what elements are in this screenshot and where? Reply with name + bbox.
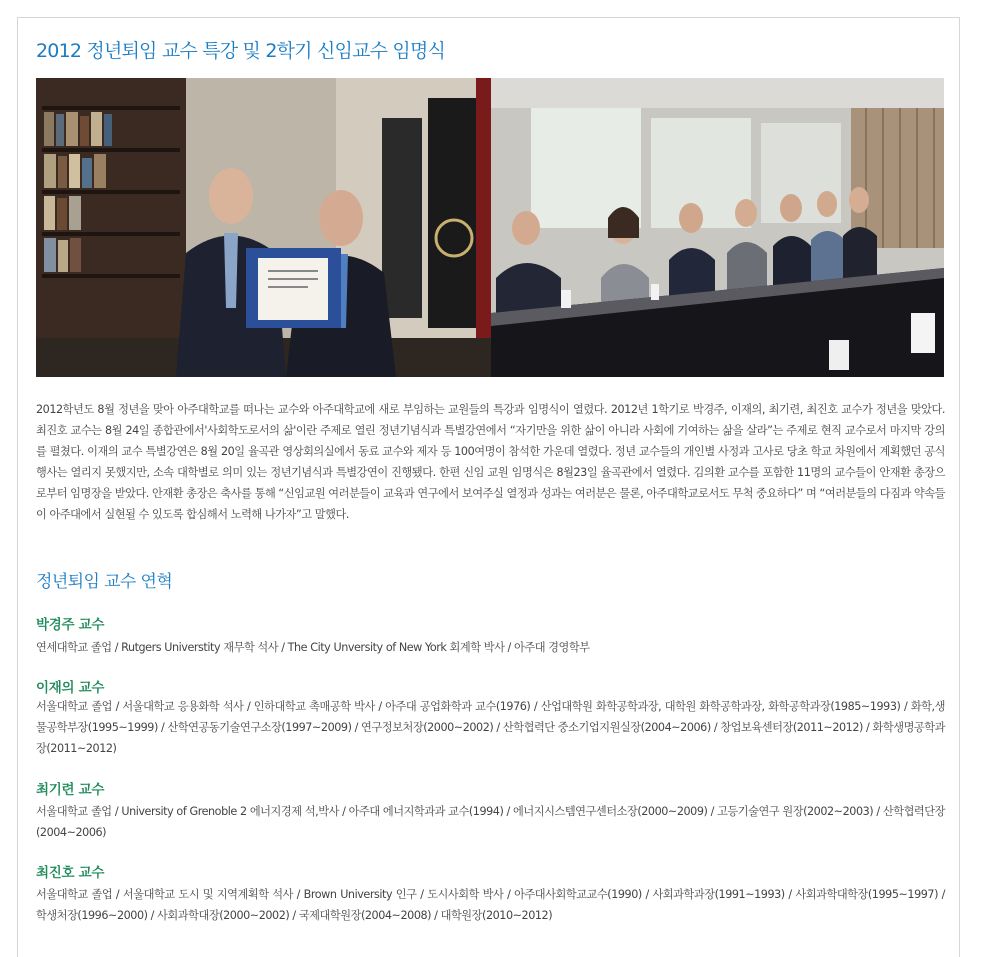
professor-name: 최기련 교수 <box>36 782 105 798</box>
photo-certificate-presentation-image <box>36 78 491 377</box>
professor-career: 서울대학교 졸업 / University of Grenoble 2 에너지경제 석,박사 / 아주대 에너지학과과 교수(1994) / 에너지시스템연구센터소장(2000~2009) / 고등기술연구 원장(2002~2003) / 산학협력단장(2004~2006) <box>36 805 945 840</box>
article-body: 2012학년도 8월 정년을 맞아 아주대학교를 떠나는 교수와 아주대학교에 새로 부임하는 교원들의 특강과 임명식이 열렸다. 2012년 1학기로 박경주, 이재의, 최기련, 최진호 교수가 정년을 맞았다. 최진호 교수는 8월 24일 종합관에서'사회학도로서의 삶'이란 주제로 열린 정년기념식과 특별강연에서 “자기만을 위한 삶이 아니라 사회에 기여하는 삶을 살라”는 주제로 현직 교수로서 마지막 강의를 펼쳤다. 이재의 교수 특별강연은 8월 20일 율곡관 영상회의실에서 동료 교수와 제자 등 100여명이 참석한 가운데 열렸다. 정년 교수들의 개인별 사정과 고사로 당초 학교 차원에서 계획했던 공식행사는 열리지 못했지만, 소속 대학별로 의미 있는 정년기념식과 특별강연이 진행됐다. 한편 신임 교원 임명식은 8월23일 율곡관에서 열렸다. 김의환 교수를 포함한 11명의 교수들이 안재환 총장으로부터 임명장을 받았다. 안재환 총장은 축사를 통해 “신임교원 여러분들이 교육과 연구에서 보여주실 열정과 성과는 여러분은 물론, 아주대학교로서도 무척 중요하다” 며 “여러분들의 다짐과 약속들이 아주대에서 실현될 수 있도록 합심해서 노력해 나가자”고 말했다. <box>36 403 945 522</box>
photo-conference-room-applause <box>491 78 944 377</box>
photo-conference-room-image <box>491 78 944 377</box>
professor-name: 박경주 교수 <box>36 617 105 633</box>
professor-career: 연세대학교 졸업 / Rutgers Universtity 재무학 석사 / The City Unversity of New York 회계학 박사 / 아주대 경영학부 <box>36 641 590 654</box>
professor-career: 서울대학교 졸업 / 서울대학교 도시 및 지역계획학 석사 / Brown University 인구 / 도시사회학 박사 / 아주대사회학교교수(1990) / 사회과학과장(1991~1993) / 사회과학대학장(1995~1997) / 학생처장(1996~2000) / 사회과학대장(2000~2002) / 국제대학원장(2004~2008) / 대학원장(2010~2012) <box>36 888 945 923</box>
history-section-title: 정년퇴임 교수 연혁 <box>36 572 173 592</box>
professor-career: 서울대학교 졸업 / 서울대학교 응용화학 석사 / 인하대학교 촉매공학 박사 / 아주대 공업화학과 교수(1976) / 산업대학원 화학공학과장, 대학원 화학공학과장, 화학공학과장(1985~1993) / 화학,생물공학부장(1995~1999) / 산학연공동기술연구소장(1997~2009) / 연구정보처장(2000~2002) / 산학협력단 중소기업지원실장(2004~2006) / 창업보육센터장(2011~2012) / 화학생명공학과장(2011~2012) <box>36 700 945 756</box>
photo-certificate-presentation <box>36 78 491 377</box>
article-title: 2012 정년퇴임 교수 특강 및 2학기 신임교수 임명식 <box>36 40 446 62</box>
professor-name: 최진호 교수 <box>36 865 105 881</box>
professor-name: 이재의 교수 <box>36 680 105 696</box>
